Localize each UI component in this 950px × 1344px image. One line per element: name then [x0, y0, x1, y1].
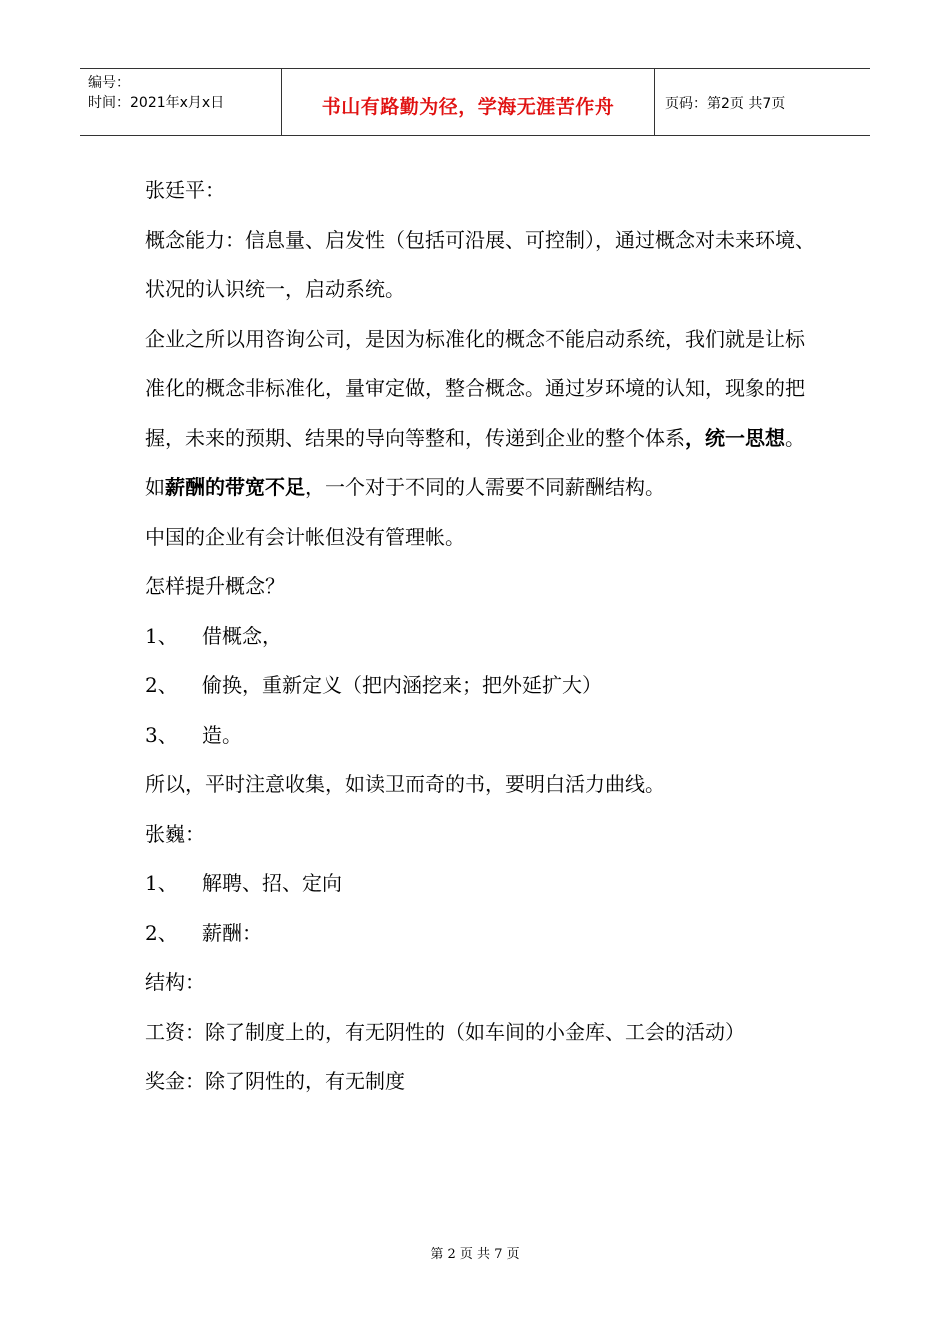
bold-text: 薪酬的带宽不足 — [165, 475, 305, 499]
list-number: 2、 — [145, 673, 178, 697]
header-motto: 书山有路勤为径，学海无涯苦作舟 — [282, 69, 655, 135]
list-number: 3、 — [145, 722, 178, 747]
paragraph: 概念能力：信息量、启发性（包括可沿展、可控制），通过概念对未来环境、状况的认识统一，启动系统。 — [145, 227, 815, 301]
paragraph: 张巍： — [145, 821, 205, 846]
date-label: 时间：2021年x月x日 — [88, 95, 225, 111]
paragraph: 奖金：除了阴性的，有无制度 — [145, 1069, 405, 1093]
document-body — [145, 166, 815, 1107]
list-item — [145, 711, 815, 761]
list-text: 偷换，重新定义（把内涵挖来；把外延扩大） — [202, 673, 602, 697]
list-number: 2、 — [145, 920, 178, 945]
number-label: 编号： — [88, 75, 130, 91]
header-meta — [80, 69, 282, 135]
page-footer: 第 2 页 共 7 页 — [430, 1247, 520, 1262]
paragraph: 张廷平： — [145, 178, 225, 202]
bold-text: ，统一思想 — [685, 425, 785, 450]
list-text: 薪酬： — [202, 920, 262, 945]
list-text: 解聘、招、定向 — [202, 871, 342, 895]
page-header — [80, 68, 870, 136]
header-page-label: 页码：第2页 共7页 — [665, 96, 786, 112]
list-item — [145, 859, 815, 909]
list-number: 1、 — [145, 871, 178, 895]
paragraph: 所以，平时注意收集，如读卫而奇的书，要明白活力曲线。 — [145, 772, 665, 796]
list-item — [145, 612, 815, 662]
paragraph: 中国的企业有会计帐但没有管理帐。 — [145, 524, 465, 549]
text-run: 企业之所以用咨询公司，是因为标准化的概念不能启动系统，我们就是让标准化的概念非标准化，量审定做，整合概念。通过岁环境的认知，现象的把握，未来的预期、结果的导向等整和，传递到企业的整个体系 — [145, 326, 805, 450]
list-item — [145, 661, 815, 711]
list-item — [145, 909, 815, 959]
paragraph: 结构： — [145, 970, 205, 994]
list-text: 造。 — [202, 722, 242, 747]
text-run: 。如 — [145, 425, 805, 499]
text-run: ，一个对于不同的人需要不同薪酬结构。 — [305, 475, 665, 499]
list-number: 1、 — [145, 623, 178, 648]
paragraph: 工资：除了制度上的，有无阴性的（如车间的小金库、工会的活动） — [145, 1019, 745, 1044]
list-text: 借概念， — [202, 623, 282, 648]
paragraph: 怎样提升概念？ — [145, 574, 285, 598]
paragraph — [145, 315, 815, 513]
